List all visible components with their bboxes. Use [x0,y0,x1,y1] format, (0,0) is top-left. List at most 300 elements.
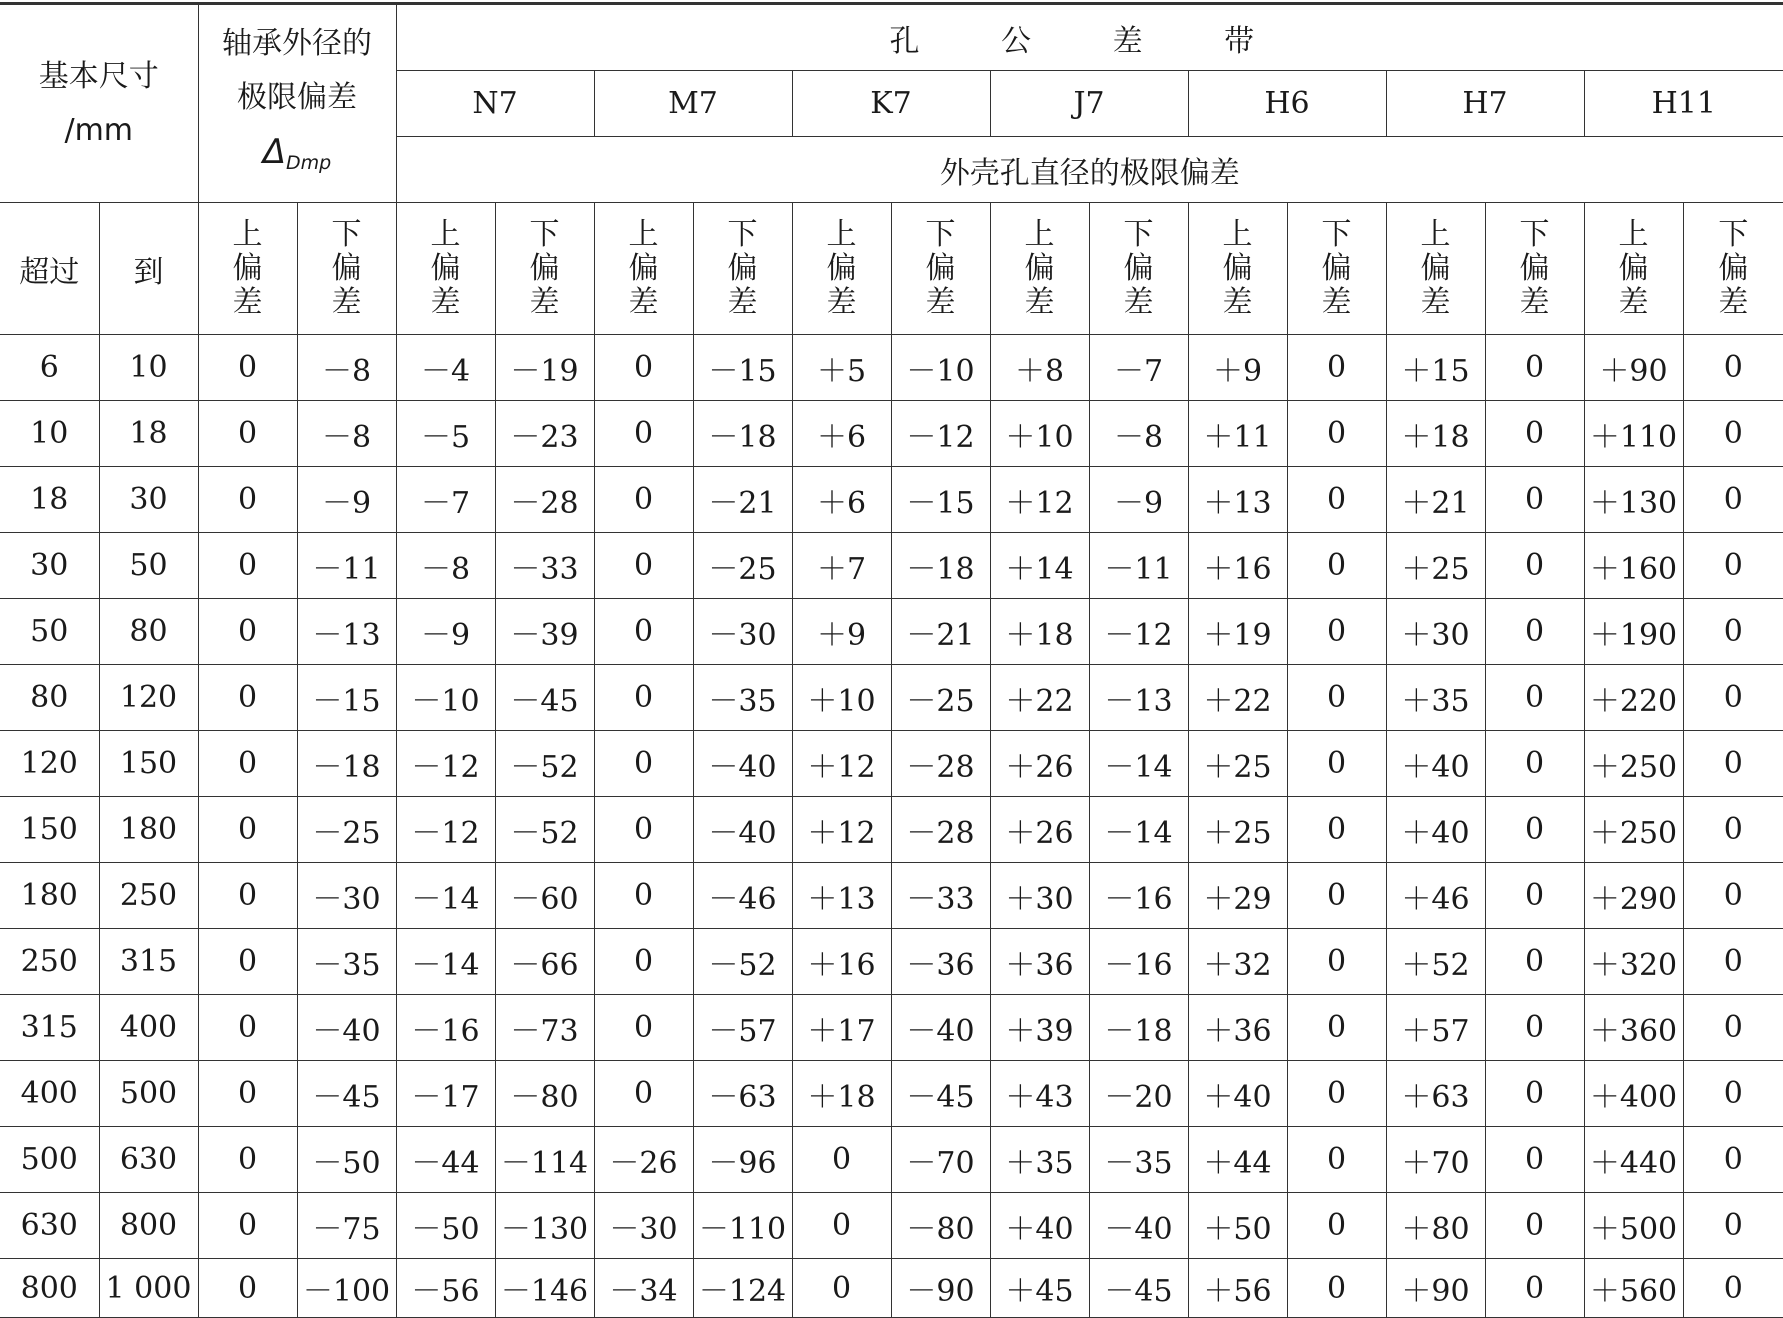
header-char: 下 [298,218,396,252]
table-cell: －70 [891,1127,990,1193]
table-cell: 30 [0,533,99,599]
header-char: 上 [595,218,693,252]
header-char: 偏 [1387,252,1485,286]
table-cell: 0 [1683,929,1783,995]
lower-deviation-header [891,203,990,335]
table-cell: －34 [594,1259,693,1318]
header-char: 下 [694,218,792,252]
table-cell: 0 [1287,1259,1386,1318]
upper-deviation-header [198,203,297,335]
table-cell: 0 [1287,665,1386,731]
table-cell: 0 [198,401,297,467]
header-char: 偏 [397,252,495,286]
header-char: 下 [1684,218,1783,252]
table-cell: 0 [1683,599,1783,665]
zone-m7: M7 [594,71,792,137]
table-cell: －8 [297,401,396,467]
table-cell: －35 [693,665,792,731]
table-cell: －18 [891,533,990,599]
table-cell: －50 [396,1193,495,1259]
table-cell: 0 [1485,401,1584,467]
table-cell: －66 [495,929,594,995]
table-cell: －52 [495,731,594,797]
table-cell: 0 [594,533,693,599]
header-char: 差 [694,286,792,320]
table-cell: 500 [99,1061,198,1127]
table-cell: 120 [0,731,99,797]
table-cell: 0 [594,929,693,995]
table-cell: 0 [594,1061,693,1127]
table-cell: ＋36 [1188,995,1287,1061]
lower-deviation-header [297,203,396,335]
table-cell: －30 [297,863,396,929]
header-char: 差 [892,286,990,320]
table-cell: －45 [297,1061,396,1127]
table-cell: 0 [594,401,693,467]
table-cell: －25 [297,797,396,863]
table-cell: ＋6 [792,401,891,467]
housing-deviation-header: 外壳孔直径的极限偏差 [396,137,1783,203]
table-cell: －11 [1089,533,1188,599]
table-cell: 0 [1485,1259,1584,1318]
table-cell: ＋46 [1386,863,1485,929]
table-cell: ＋40 [1188,1061,1287,1127]
table-cell: ＋18 [792,1061,891,1127]
header-char: 差 [1189,286,1287,320]
table-cell: 250 [99,863,198,929]
table-cell: 0 [1485,533,1584,599]
table-cell: 18 [0,467,99,533]
table-cell: ＋15 [1386,335,1485,401]
table-row [0,665,1783,731]
table-cell: 0 [1287,599,1386,665]
table-cell: －12 [396,797,495,863]
table-cell: 0 [1287,797,1386,863]
table-cell: 0 [1287,335,1386,401]
zone-h11: H11 [1584,71,1783,137]
header-char: 偏 [1288,252,1386,286]
table-cell: ＋19 [1188,599,1287,665]
table-cell: －14 [396,929,495,995]
header-char: 偏 [595,252,693,286]
table-cell: 0 [1485,863,1584,929]
zone-n7: N7 [396,71,594,137]
header-char: 上 [397,218,495,252]
table-cell: 0 [1683,731,1783,797]
table-cell: ＋250 [1584,797,1683,863]
table-cell: 0 [1485,599,1584,665]
table-cell: 0 [1683,401,1783,467]
header-char: 偏 [892,252,990,286]
table-row [0,335,1783,401]
header-char: 差 [1486,286,1584,320]
table-cell: 0 [198,1127,297,1193]
table-cell: ＋22 [990,665,1089,731]
table-cell: 0 [198,1193,297,1259]
table-cell: ＋110 [1584,401,1683,467]
table-cell: 50 [0,599,99,665]
table-cell: ＋32 [1188,929,1287,995]
table-cell: ＋12 [792,731,891,797]
table-cell: 0 [198,1259,297,1318]
table-cell: ＋45 [990,1259,1089,1318]
table-cell: ＋56 [1188,1259,1287,1318]
table-cell: －28 [891,797,990,863]
table-row [0,1127,1783,1193]
table-cell: 0 [594,797,693,863]
table-cell: －28 [495,467,594,533]
table-cell: －40 [297,995,396,1061]
table-cell: －50 [297,1127,396,1193]
table-cell: 800 [0,1259,99,1318]
header-char: 下 [1486,218,1584,252]
table-cell: ＋9 [792,599,891,665]
table-cell: －52 [693,929,792,995]
table-cell: 0 [1683,533,1783,599]
table-cell: －63 [693,1061,792,1127]
table-cell: －90 [891,1259,990,1318]
housing-bore-tolerance-table [0,2,1783,1318]
table-cell: 0 [1485,731,1584,797]
upper-deviation-header [594,203,693,335]
table-cell: 400 [0,1061,99,1127]
table-cell: ＋40 [990,1193,1089,1259]
table-cell: ＋5 [792,335,891,401]
header-char: 偏 [694,252,792,286]
table-cell: －45 [1089,1259,1188,1318]
header-char: 偏 [1189,252,1287,286]
table-cell: ＋6 [792,467,891,533]
table-cell: 0 [198,731,297,797]
table-cell: ＋320 [1584,929,1683,995]
table-cell: －39 [495,599,594,665]
table-cell: －21 [693,467,792,533]
table-cell: 0 [594,467,693,533]
table-cell: －80 [891,1193,990,1259]
table-cell: －17 [396,1061,495,1127]
table-cell: ＋160 [1584,533,1683,599]
table-cell: ＋560 [1584,1259,1683,1318]
header-char: 差 [1684,286,1783,320]
zone-k7: K7 [792,71,990,137]
table-cell: ＋25 [1188,731,1287,797]
table-cell: 0 [792,1127,891,1193]
table-cell: －73 [495,995,594,1061]
table-cell: ＋13 [792,863,891,929]
table-cell: ＋25 [1188,797,1287,863]
table-cell: 50 [99,533,198,599]
lower-deviation-header [1683,203,1783,335]
table-cell: ＋360 [1584,995,1683,1061]
table-cell: ＋21 [1386,467,1485,533]
table-cell: －96 [693,1127,792,1193]
table-cell: －11 [297,533,396,599]
table-cell: ＋10 [792,665,891,731]
table-row [0,533,1783,599]
table-cell: 0 [1683,1127,1783,1193]
table-cell: 630 [0,1193,99,1259]
table-cell: 0 [1683,863,1783,929]
table-cell: 0 [198,863,297,929]
bearing-deviation-symbol [199,125,396,190]
table-cell: 0 [1683,1259,1783,1318]
table-cell: －26 [594,1127,693,1193]
table-cell: －9 [1089,467,1188,533]
table-cell: －12 [891,401,990,467]
table-cell: －8 [297,335,396,401]
table-cell: 0 [1683,335,1783,401]
header-char: 偏 [991,252,1089,286]
zone-h7: H7 [1386,71,1584,137]
header-char: 上 [1189,218,1287,252]
header-char: 偏 [1684,252,1783,286]
zone-h6: H6 [1188,71,1386,137]
table-cell: －15 [297,665,396,731]
table-cell: 150 [0,797,99,863]
upper-deviation-header [1188,203,1287,335]
table-cell: ＋50 [1188,1193,1287,1259]
table-cell: ＋8 [990,335,1089,401]
table-cell: 80 [99,599,198,665]
table-cell: 0 [1485,929,1584,995]
table-cell: 30 [99,467,198,533]
table-cell: －28 [891,731,990,797]
table-cell: ＋10 [990,401,1089,467]
table-cell: －12 [1089,599,1188,665]
table-row [0,1061,1783,1127]
table-cell: 400 [99,995,198,1061]
table-row [0,1259,1783,1318]
table-cell: 0 [1287,1127,1386,1193]
table-cell: ＋16 [792,929,891,995]
delta-symbol: Δ [263,132,286,172]
table-cell: 0 [1287,1061,1386,1127]
table-cell: 0 [198,797,297,863]
table-cell: ＋40 [1386,731,1485,797]
table-cell: ＋70 [1386,1127,1485,1193]
table-cell: 10 [99,335,198,401]
header-char: 上 [1585,218,1683,252]
table-cell: 18 [99,401,198,467]
deviation-header-row [0,203,1783,335]
table-cell: ＋52 [1386,929,1485,995]
table-cell: ＋29 [1188,863,1287,929]
bearing-deviation-label-1: 轴承外径的 [199,17,396,71]
table-cell: 0 [1485,1127,1584,1193]
table-cell: 0 [1485,995,1584,1061]
table-cell: －7 [1089,335,1188,401]
table-cell: －30 [693,599,792,665]
table-cell: ＋440 [1584,1127,1683,1193]
table-row [0,863,1783,929]
header-char: 偏 [496,252,594,286]
header-char: 下 [1090,218,1188,252]
header-char: 下 [892,218,990,252]
table-cell: －10 [396,665,495,731]
table-cell: ＋12 [990,467,1089,533]
header-char: 差 [397,286,495,320]
header-char: 偏 [298,252,396,286]
table-cell: －40 [1089,1193,1188,1259]
table-cell: －56 [396,1259,495,1318]
basic-size-header [0,4,198,203]
table-cell: －114 [495,1127,594,1193]
header-char: 差 [1387,286,1485,320]
tolerance-zone-header: 孔 公 差 带 [396,4,1783,71]
table-cell: －46 [693,863,792,929]
table-cell: 0 [1287,929,1386,995]
table-cell: －80 [495,1061,594,1127]
table-cell: 0 [1485,1061,1584,1127]
table-cell: －52 [495,797,594,863]
table-row [0,797,1783,863]
table-cell: －15 [693,335,792,401]
table-cell: 250 [0,929,99,995]
table-cell: －14 [1089,797,1188,863]
table-cell: －13 [1089,665,1188,731]
table-cell: －25 [891,665,990,731]
table-cell: ＋90 [1584,335,1683,401]
header-char: 下 [496,218,594,252]
table-cell: 0 [1287,1193,1386,1259]
table-cell: －16 [1089,863,1188,929]
table-cell: ＋35 [990,1127,1089,1193]
table-cell: ＋90 [1386,1259,1485,1318]
table-cell: ＋26 [990,797,1089,863]
table-cell: －18 [1089,995,1188,1061]
table-cell: －9 [396,599,495,665]
table-cell: ＋26 [990,731,1089,797]
table-cell: ＋13 [1188,467,1287,533]
basic-size-label: 基本尺寸 [0,50,198,104]
table-cell: 315 [99,929,198,995]
over-header: 超过 [0,203,99,335]
table-cell: ＋130 [1584,467,1683,533]
table-row [0,1193,1783,1259]
table-cell: －18 [297,731,396,797]
table-cell: 0 [1287,995,1386,1061]
header-char: 下 [1288,218,1386,252]
table-cell: ＋22 [1188,665,1287,731]
table-cell: 80 [0,665,99,731]
table-cell: ＋500 [1584,1193,1683,1259]
table-cell: ＋63 [1386,1061,1485,1127]
table-cell: 120 [99,665,198,731]
table-cell: 0 [1683,797,1783,863]
table-cell: －8 [396,533,495,599]
header-char: 上 [1387,218,1485,252]
table-cell: －45 [495,665,594,731]
table-cell: 0 [198,533,297,599]
table-cell: ＋7 [792,533,891,599]
table-cell: 0 [1485,1193,1584,1259]
table-cell: ＋30 [1386,599,1485,665]
table-cell: 315 [0,995,99,1061]
table-cell: －10 [891,335,990,401]
header-char: 差 [793,286,891,320]
table-cell: －9 [297,467,396,533]
table-cell: ＋250 [1584,731,1683,797]
table-cell: －124 [693,1259,792,1318]
table-cell: 0 [198,929,297,995]
table-cell: ＋80 [1386,1193,1485,1259]
lower-deviation-header [1485,203,1584,335]
table-cell: ＋12 [792,797,891,863]
table-cell: －20 [1089,1061,1188,1127]
table-cell: 0 [198,995,297,1061]
table-cell: 0 [198,467,297,533]
table-cell: －14 [396,863,495,929]
upper-deviation-header [396,203,495,335]
table-cell: 0 [198,599,297,665]
table-cell: 0 [1485,335,1584,401]
header-char: 偏 [199,252,297,286]
table-cell: ＋35 [1386,665,1485,731]
table-cell: ＋400 [1584,1061,1683,1127]
table-cell: －23 [495,401,594,467]
table-cell: －40 [891,995,990,1061]
table-cell: －130 [495,1193,594,1259]
table-cell: －13 [297,599,396,665]
table-cell: 0 [1287,863,1386,929]
upper-deviation-header [1386,203,1485,335]
table-cell: 10 [0,401,99,467]
table-cell: 0 [1683,1061,1783,1127]
table-cell: 0 [1485,797,1584,863]
table-row [0,731,1783,797]
table-cell: ＋40 [1386,797,1485,863]
lower-deviation-header [495,203,594,335]
table-cell: －16 [396,995,495,1061]
table-cell: 0 [1683,467,1783,533]
table-cell: 1 000 [99,1259,198,1318]
table-cell: 0 [1485,467,1584,533]
upper-deviation-header [1584,203,1683,335]
table-cell: 0 [1683,665,1783,731]
table-cell: 0 [594,731,693,797]
table-cell: －4 [396,335,495,401]
header-char: 差 [1585,286,1683,320]
header-char: 上 [199,218,297,252]
bearing-deviation-header [198,4,396,203]
table-cell: －14 [1089,731,1188,797]
header-char: 差 [1288,286,1386,320]
table-cell: －35 [297,929,396,995]
header-char: 差 [298,286,396,320]
table-cell: －18 [693,401,792,467]
table-cell: ＋43 [990,1061,1089,1127]
table-cell: －45 [891,1061,990,1127]
table-cell: ＋57 [1386,995,1485,1061]
header-char: 偏 [793,252,891,286]
table-cell: 0 [792,1259,891,1318]
table-cell: 180 [0,863,99,929]
table-cell: －35 [1089,1127,1188,1193]
table-cell: 0 [1287,731,1386,797]
table-cell: 0 [792,1193,891,1259]
header-char: 上 [793,218,891,252]
table-cell: 0 [1683,1193,1783,1259]
lower-deviation-header [1287,203,1386,335]
basic-size-unit: /mm [0,104,198,158]
table-cell: －19 [495,335,594,401]
table-cell: ＋39 [990,995,1089,1061]
table-cell: 0 [1287,533,1386,599]
table-cell: －30 [594,1193,693,1259]
table-row [0,599,1783,665]
zone-j7: J7 [990,71,1188,137]
table-cell: 500 [0,1127,99,1193]
